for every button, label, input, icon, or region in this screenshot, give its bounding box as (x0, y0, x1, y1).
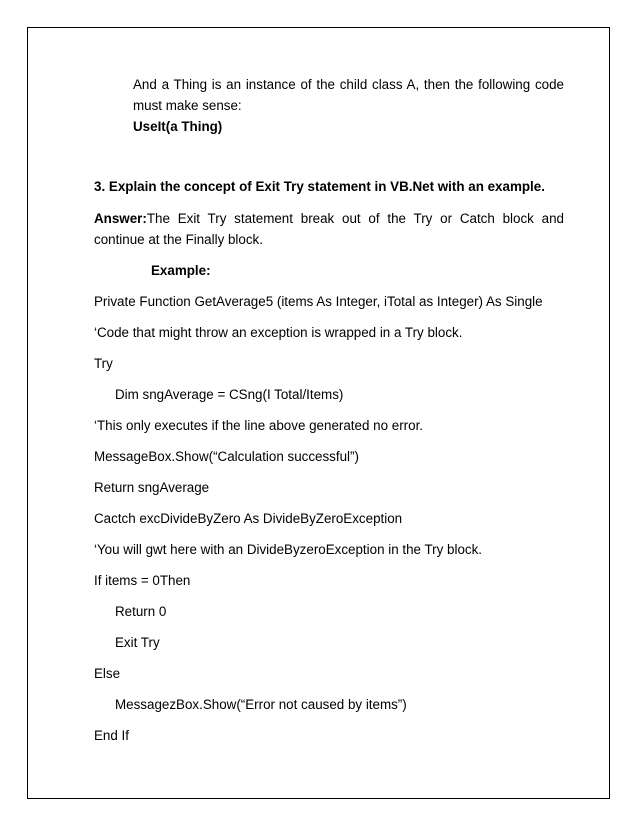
page-border (27, 27, 610, 799)
answer-label: Answer: (94, 211, 147, 226)
intro-line-2: must make sense: (133, 98, 242, 113)
answer-line-2: continue at the Finally block. (94, 232, 263, 247)
intro-code-call: UseIt(a Thing) (133, 119, 223, 134)
question-heading: 3. Explain the concept of Exit Try statement in VB.Net with an example. (94, 179, 545, 194)
answer-text-1: The Exit Try statement break out of the Try or Catch block and (146, 211, 564, 226)
code-line-13: Else (94, 666, 121, 681)
answer-line-1 (94, 210, 564, 228)
code-line-2: ‘Code that might throw an exception is wrapped in a Try block. (94, 325, 463, 340)
code-line-11: Return 0 (115, 604, 167, 619)
code-line-12: Exit Try (115, 635, 160, 650)
example-label: Example: (151, 263, 211, 278)
code-line-7: Return sngAverage (94, 480, 210, 495)
code-line-9: ‘You will gwt here with an DivideByzeroException in the Try block. (94, 542, 483, 557)
code-line-14: MessagezBox.Show(“Error not caused by items”) (115, 697, 407, 712)
code-line-15: End If (94, 728, 129, 743)
code-line-8: Cactch excDivideByZero As DivideByZeroException (94, 511, 403, 526)
intro-line-1: And a Thing is an instance of the child class A, then the following code (133, 77, 564, 92)
code-line-5: ‘This only executes if the line above generated no error. (94, 418, 424, 433)
code-line-10: If items = 0Then (94, 573, 191, 588)
code-line-4: Dim sngAverage = CSng(I Total/Items) (115, 387, 344, 402)
code-line-1: Private Function GetAverage5 (items As Integer, iTotal as Integer) As Single (94, 294, 543, 309)
code-line-6: MessageBox.Show(“Calculation successful”) (94, 449, 359, 464)
code-line-3: Try (94, 356, 113, 371)
